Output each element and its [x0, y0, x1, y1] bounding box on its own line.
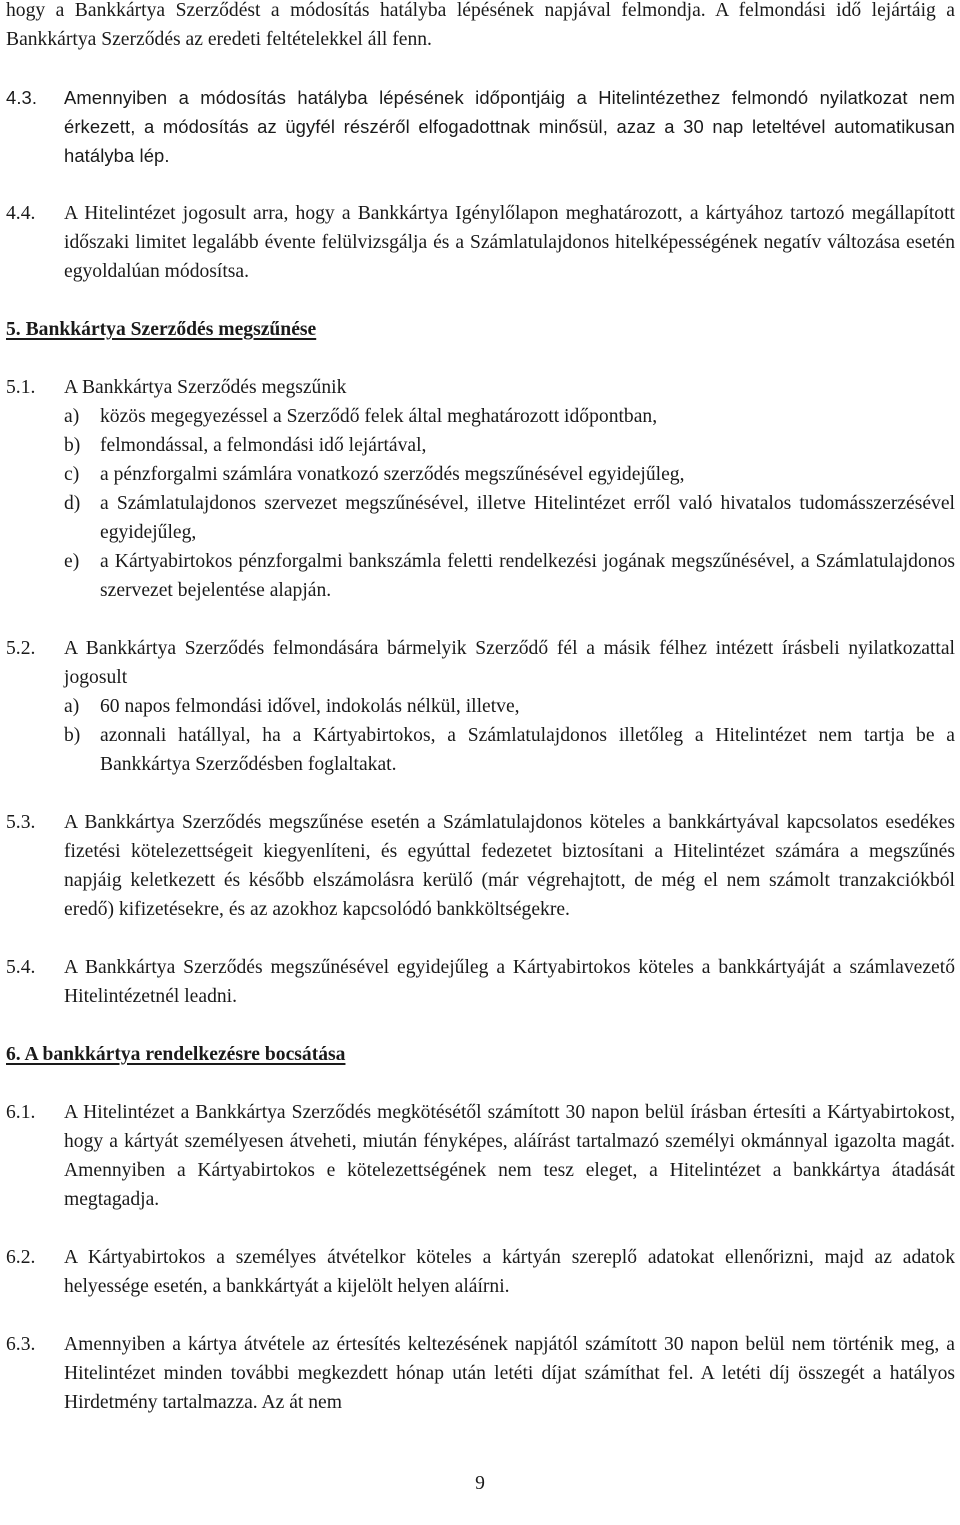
paragraph-6-3 — [6, 1330, 955, 1417]
paragraph-text: Amennyiben a kártya átvétele az értesítés keltezésének napjától számított 30 napon belül nem történik meg, a Hitelintézet minden további megkezdett hónap után letéti díjat számíthat fel. A letéti díj összegét a hatályos Hirdetmény tartalmazza. Az át nem — [64, 1334, 955, 1413]
paragraph-intro: A Bankkártya Szerződés megszűnik — [64, 377, 347, 398]
page-number: 9 — [475, 1473, 485, 1494]
paragraph-number: 4.4. — [6, 203, 36, 224]
list-item-text: a pénzforgalmi számlára vonatkozó szerződés megszűnésével egyidejűleg, — [100, 464, 685, 485]
paragraph-4-4 — [6, 199, 955, 286]
paragraph-number: 4.3. — [6, 87, 38, 108]
paragraph-text: A Hitelintézet a Bankkártya Szerződés megkötésétől számított 30 napon belül írásban értesíti a Kártyabirtokost, hogy a kártyát személyesen átveheti, miután fényképes, aláírást tartalmazó személyi okmánnyal igazolta magát. Amennyiben a Kártyabirtokos e kötelezettségének nem tesz eleget, a Hitelintézet a bankkártya átadását megtagadja. — [64, 1102, 955, 1210]
paragraph-text: Amennyiben a módosítás hatályba lépésének időpontjáig a Hitelintézethez felmondó nyilatkozat nem érkezett, a módosítás az ügyfél részéről elfogadottnak minősül, azaz a 30 nap leteltével automatikusan hatályba lép. — [64, 87, 955, 166]
list-item — [64, 721, 955, 779]
section-heading-5: 5. Bankkártya Szerződés megszűnése — [6, 319, 317, 340]
paragraph-number: 6.1. — [6, 1102, 36, 1123]
list-item-text: azonnali hatállyal, ha a Kártyabirtokos, a Számlatulajdonos illetőleg a Hitelintézet nem tartja be a Bankkártya Szerződésben foglaltakat. — [100, 725, 955, 775]
list-item — [64, 402, 955, 431]
paragraph-5-2 — [6, 634, 955, 779]
paragraph-number: 5.1. — [6, 377, 36, 398]
paragraph-intro: A Bankkártya Szerződés felmondására bármelyik Szerződő fél a másik félhez intézett írásbeli nyilatkozattal jogosult — [64, 638, 955, 688]
list-item-text: a Számlatulajdonos szervezet megszűnésével, illetve Hitelintézet erről való hivatalos tudomásszerzésével egyidejűleg, — [100, 493, 955, 543]
paragraph-number: 5.4. — [6, 957, 36, 978]
list-item-label: b) — [64, 435, 81, 456]
list-item-text: felmondással, a felmondási idő lejártával, — [100, 435, 427, 456]
list-item-label: b) — [64, 725, 81, 746]
paragraph-5-1 — [6, 373, 955, 605]
paragraph-5-3 — [6, 808, 955, 924]
paragraph-number: 5.3. — [6, 812, 36, 833]
paragraph-number: 5.2. — [6, 638, 36, 659]
list-item-label: a) — [64, 406, 80, 427]
paragraph-text: A Kártyabirtokos a személyes átvételkor köteles a kártyán szereplő adatokat ellenőrizni, majd az adatok helyessége esetén, a bankkártyát a kijelölt helyen aláírni. — [64, 1247, 955, 1297]
paragraph-5-4 — [6, 953, 955, 1011]
list-item — [64, 431, 955, 460]
list-item-label: c) — [64, 464, 80, 485]
paragraph-number: 6.3. — [6, 1334, 36, 1355]
paragraph-text: A Bankkártya Szerződés megszűnésével egyidejűleg a Kártyabirtokos köteles a bankkártyáját a számlavezető Hitelintézetnél leadni. — [64, 957, 955, 1007]
paragraph-number: 6.2. — [6, 1247, 36, 1268]
paragraph-6-2 — [6, 1243, 955, 1301]
list-item-label: e) — [64, 551, 80, 572]
list-item — [64, 460, 955, 489]
paragraph-6-1 — [6, 1098, 955, 1214]
list-item-text: közös megegyezéssel a Szerződő felek által meghatározott időpontban, — [100, 406, 658, 427]
list-item-text: 60 napos felmondási idővel, indokolás nélkül, illetve, — [100, 696, 520, 717]
paragraph-text: A Bankkártya Szerződés megszűnése esetén a Számlatulajdonos köteles a bankkártyával kapcsolatos esedékes fizetési kötelezettségeit kiegyenlíteni, és egyúttal fedezetet biztosítani a Hitelintézet számára a megszűnés napjáig keletkezett és később elszámolásra kerülő (már végrehajtott, de még el nem számolt tranzakciókból eredő) kifizetésekre, és az azokhoz kapcsolódó bankköltségekre. — [64, 812, 955, 920]
list-item-label: a) — [64, 696, 80, 717]
list-item-text: a Kártyabirtokos pénzforgalmi bankszámla feletti rendelkezési jogának megszűnésével, a Számlatulajdonos szervezet bejelentése alapján. — [100, 551, 955, 601]
section-heading-6: 6. A bankkártya rendelkezésre bocsátása — [6, 1044, 346, 1065]
list-item — [64, 547, 955, 605]
list-item — [64, 692, 955, 721]
paragraph-text: A Hitelintézet jogosult arra, hogy a Bankkártya Igénylőlapon meghatározott, a kártyához tartozó megállapított időszaki limitet legalább évente felülvizsgálja és a Számlatulajdonos hitelképességének negatív változása esetén egyoldalúan módosítsa. — [64, 203, 955, 282]
paragraph-4-3 — [6, 83, 955, 170]
list-item-label: d) — [64, 493, 81, 514]
paragraph-4-2-continuation: hogy a Bankkártya Szerződést a módosítás hatályba lépésének napjával felmondja. A felmondási idő lejártáig a Bankkártya Szerződés az eredeti feltételekkel áll fenn. — [6, 0, 955, 50]
list-item — [64, 489, 955, 547]
document-page — [6, 0, 955, 1417]
